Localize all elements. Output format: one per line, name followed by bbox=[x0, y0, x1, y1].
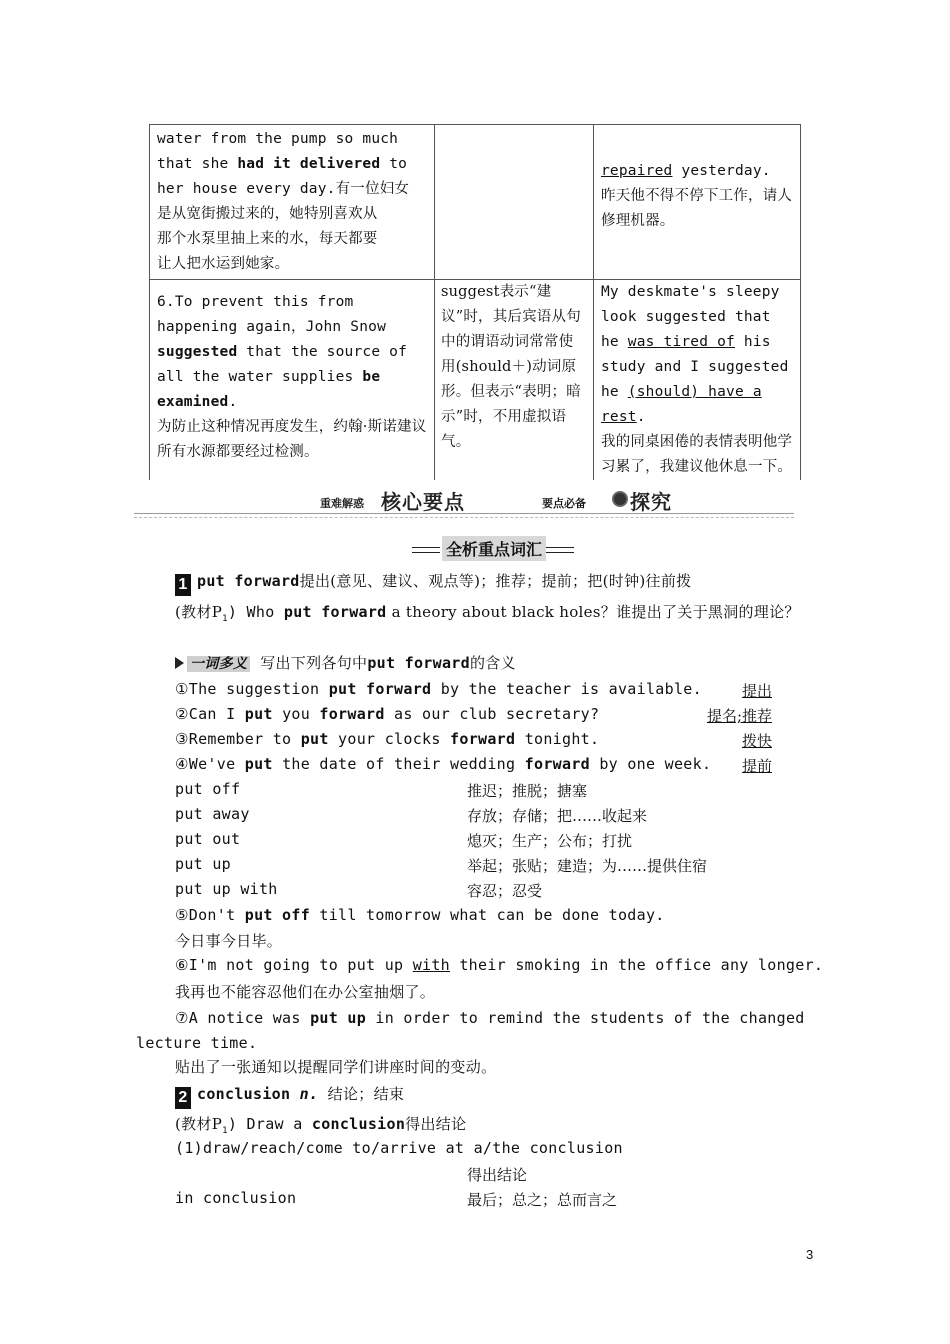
phrase-en: in conclusion bbox=[175, 1189, 297, 1207]
example-text: ③Remember to bbox=[175, 730, 301, 748]
example-text: their smoking in the office any longer. bbox=[450, 956, 824, 974]
cell-text: his study and I suggested he bbox=[601, 334, 789, 400]
banner-right-label: 要点必备 bbox=[542, 497, 586, 510]
cell-text: 6.To prevent this from happening again，John Snow bbox=[157, 294, 387, 335]
task-bold: put forward bbox=[367, 654, 470, 672]
example-bold: put forward bbox=[328, 680, 432, 698]
example-text: in order to remind the students of the changed lecture time. bbox=[136, 1009, 805, 1052]
phrase-en: put up bbox=[175, 855, 231, 873]
phrase-en: put off bbox=[175, 780, 241, 798]
cell-text: . bbox=[228, 394, 238, 410]
cell-text: 是从宽街搬过来的，她特别喜欢从 bbox=[157, 206, 378, 222]
section-banner bbox=[134, 486, 794, 522]
example-text: ①The suggestion bbox=[175, 680, 329, 698]
polysemy-tag bbox=[175, 653, 250, 673]
example-line bbox=[175, 680, 702, 698]
example-text: you bbox=[272, 705, 320, 723]
item-number-badge: 2 bbox=[175, 1087, 191, 1109]
example-translation: 贴出了一张通知以提醒同学们讲座时间的变动。 bbox=[175, 1058, 497, 1076]
phrase-en: put away bbox=[175, 805, 250, 823]
item1-heading bbox=[175, 570, 691, 596]
subheading-left-bar bbox=[412, 547, 440, 553]
polysemy-task bbox=[175, 652, 516, 673]
item-meaning: 提出(意见、建议、观点等)；推荐；提前；把(时钟)往前拨 bbox=[299, 572, 692, 590]
comparison-table bbox=[149, 124, 801, 480]
table-cell bbox=[435, 125, 594, 280]
source-rest: a theory about black holes？谁提出了关于黑洞的理论？ bbox=[386, 603, 800, 621]
example-bold: put up bbox=[310, 1009, 367, 1027]
subheading bbox=[412, 536, 574, 562]
example-text: ⑤Don't bbox=[175, 906, 245, 924]
example-line bbox=[175, 906, 665, 924]
phrase-cn: 熄灭；生产；公布；打扰 bbox=[467, 832, 633, 850]
example-translation: 我再也不能容忍他们在办公室抽烟了。 bbox=[175, 983, 436, 1001]
table-cell bbox=[594, 125, 801, 280]
banner-title: 核心要点 bbox=[381, 490, 465, 514]
source-sub: 1 bbox=[222, 614, 228, 624]
subheading-text: 全析重点词汇 bbox=[442, 536, 546, 561]
cell-text: to bbox=[380, 156, 408, 172]
example-line bbox=[175, 956, 823, 974]
example-text: your clocks bbox=[328, 730, 451, 748]
polysemy-tag-label: 一词多义 bbox=[187, 656, 250, 672]
example-bold: forward bbox=[524, 755, 590, 773]
example-translation: 今日事今日毕。 bbox=[175, 932, 283, 950]
example-bold: put off bbox=[244, 906, 311, 924]
answer-underlined: was tired of bbox=[627, 334, 735, 350]
phrase-en: (1)draw/reach/come to/arrive at a/the conclusion bbox=[175, 1139, 623, 1157]
banner-left-label: 重难解惑 bbox=[320, 497, 364, 510]
example-text: as our club secretary? bbox=[384, 705, 600, 723]
source-bold: put forward bbox=[283, 603, 387, 621]
cell-text: that she bbox=[157, 156, 238, 172]
example-text: the date of their wedding bbox=[272, 755, 525, 773]
phrase-cn: 得出结论 bbox=[467, 1166, 528, 1184]
table-cell bbox=[150, 280, 435, 481]
item-phrase: put forward bbox=[197, 572, 300, 590]
source-bold: conclusion bbox=[311, 1115, 406, 1133]
example-line bbox=[175, 705, 599, 723]
banner-bullet-icon bbox=[612, 491, 628, 507]
example-text: by one week. bbox=[590, 755, 712, 773]
example-bold: forward bbox=[450, 730, 516, 748]
banner-divider-dashed bbox=[134, 517, 794, 518]
task-text: 的含义 bbox=[469, 654, 516, 672]
item1-source bbox=[175, 601, 800, 624]
table-cell bbox=[150, 125, 435, 280]
table-row bbox=[150, 280, 801, 481]
example-text: ④We've bbox=[175, 755, 245, 773]
table-cell bbox=[594, 280, 801, 481]
source-cn: 得出结论 bbox=[405, 1115, 467, 1133]
banner-divider bbox=[134, 513, 794, 514]
example-text: by the teacher is available. bbox=[431, 680, 702, 698]
cell-bold-text: had it delivered bbox=[237, 156, 381, 172]
phrase-en: put up with bbox=[175, 880, 278, 898]
phrase-cn: 存放；存储；把……收起来 bbox=[467, 807, 648, 825]
phrase-en: put out bbox=[175, 830, 241, 848]
cell-text: . bbox=[636, 409, 646, 425]
example-bold: put bbox=[244, 705, 273, 723]
example-underlined: with bbox=[412, 956, 451, 974]
item-number-badge: 1 bbox=[175, 574, 191, 596]
example-bold: put bbox=[244, 755, 273, 773]
cell-text: 昨天他不得不停下工作，请人修理机器。 bbox=[601, 188, 793, 229]
cell-text: 有一位妇女 bbox=[335, 181, 410, 197]
page-number: 3 bbox=[806, 1247, 814, 1262]
task-text: 写出下列各句中 bbox=[260, 654, 368, 672]
phrase-cn: 容忍；忍受 bbox=[467, 882, 543, 900]
phrase-cn: 举起；张贴；建造；为……提供住宿 bbox=[467, 857, 708, 875]
source-sub: 1 bbox=[222, 1126, 228, 1136]
source-text: ) Draw a bbox=[227, 1115, 312, 1133]
cell-text: that the source of all the water supplies bbox=[157, 344, 408, 385]
cell-text: her house every day. bbox=[157, 181, 336, 197]
item-pos: n. bbox=[299, 1085, 319, 1103]
answer-underlined: (should) have a rest bbox=[601, 384, 762, 425]
cell-bold-text: be examined bbox=[157, 369, 381, 410]
example-answer: 提出 bbox=[741, 682, 772, 700]
cell-bold-text: suggested bbox=[157, 344, 238, 360]
item-word: conclusion bbox=[197, 1085, 291, 1103]
cell-text: 我的同桌困倦的表情表明他学习累了，我建议他休息一下。 bbox=[601, 434, 793, 475]
cell-text: 为防止这种情况再度发生，约翰·斯诺建议所有水源都要经过检测。 bbox=[157, 419, 427, 460]
example-text: ②Can I bbox=[175, 705, 245, 723]
example-answer: 提名;推荐 bbox=[706, 707, 772, 725]
cell-text: yesterday. bbox=[672, 163, 771, 179]
example-text: ⑦A notice was bbox=[175, 1009, 311, 1027]
banner-title-2: 探究 bbox=[630, 490, 672, 514]
table-row bbox=[150, 125, 801, 280]
answer-underlined: repaired bbox=[601, 163, 673, 179]
example-text: till tomorrow what can be done today. bbox=[310, 906, 665, 924]
table-cell bbox=[435, 280, 594, 481]
item2-source bbox=[175, 1113, 466, 1136]
item-meaning: 结论；结束 bbox=[327, 1085, 405, 1103]
source-text: ) Who bbox=[227, 603, 284, 621]
item2-heading bbox=[175, 1083, 404, 1109]
example-text: ⑥I'm not going to put up bbox=[175, 956, 413, 974]
example-answer: 拨快 bbox=[741, 732, 772, 750]
example-bold: put bbox=[300, 730, 329, 748]
example-bold: forward bbox=[319, 705, 385, 723]
cell-text: 那个水泵里抽上来的水，每天都要 bbox=[157, 231, 378, 247]
example-line bbox=[175, 730, 599, 748]
example-answer: 提前 bbox=[741, 757, 772, 775]
example-line bbox=[136, 1006, 820, 1056]
phrase-cn: 最后；总之；总而言之 bbox=[467, 1191, 618, 1209]
triangle-icon bbox=[175, 657, 184, 669]
phrase-cn: 推迟；推脱；搪塞 bbox=[467, 782, 588, 800]
cell-text: water from the pump so much bbox=[157, 131, 399, 147]
example-text: tonight. bbox=[515, 730, 600, 748]
cell-text: suggest表示“建议”时，其后宾语从句中的谓语动词常常使用(should＋)动词原形。但表示“表明；暗示”时，不用虚拟语气。 bbox=[441, 284, 581, 450]
source-prefix: (教材P bbox=[175, 1115, 223, 1133]
source-prefix: (教材P bbox=[175, 603, 223, 621]
cell-text: My deskmate's sleepy look suggested that he bbox=[601, 284, 780, 350]
subheading-right-bar bbox=[546, 547, 574, 553]
example-line bbox=[175, 755, 711, 773]
cell-text: 让人把水运到她家。 bbox=[157, 256, 290, 272]
